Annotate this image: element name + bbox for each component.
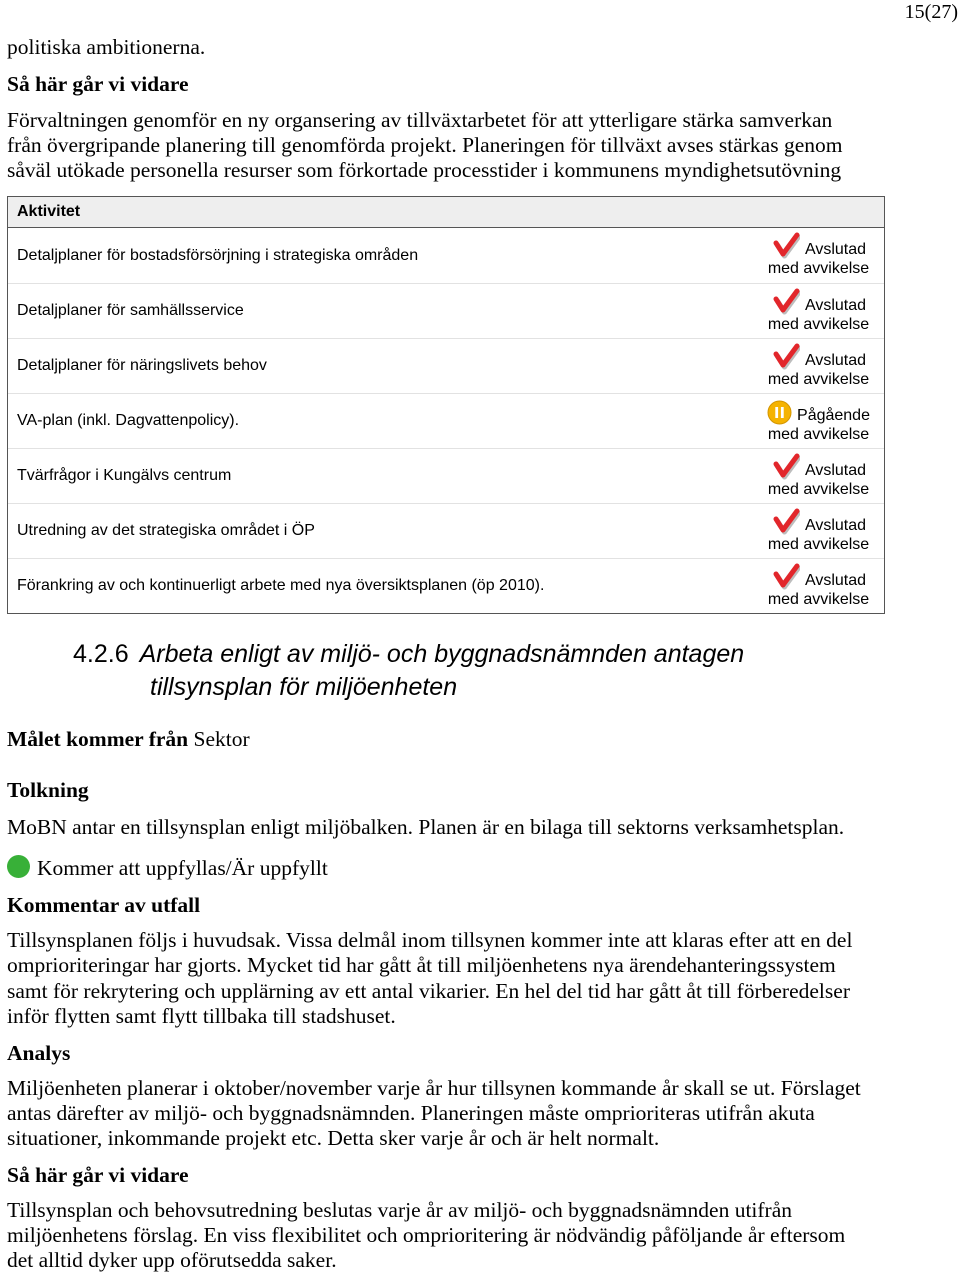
- page-number: 15(27): [904, 1, 958, 23]
- status-note: med avvikelse: [767, 370, 870, 388]
- activity-cell: Utredning av det strategiska området i ÖP: [17, 522, 315, 539]
- status-line: [753, 233, 884, 259]
- paragraph-line: miljöenhetens förslag. En viss flexibilitet och omprioritering är nödvändig påföljande år eftersom: [7, 1223, 846, 1247]
- status-line: [753, 564, 884, 590]
- status-label: Pågående: [797, 406, 870, 424]
- status-note: med avvikelse: [767, 535, 870, 553]
- completed-check-icon: [771, 288, 800, 315]
- status-cell: [753, 449, 884, 503]
- goal-origin: [7, 727, 250, 752]
- table-row: [8, 558, 884, 613]
- activity-cell: Detaljplaner för bostadsförsörjning i strategiska områden: [17, 246, 419, 264]
- status-cell: [753, 504, 884, 558]
- paragraph-line: såväl utökade personella resurser som förkortade processtider i kommunens myndighetsutövning: [7, 158, 842, 182]
- status-line: [753, 344, 884, 370]
- analysis-paragraph: [7, 1076, 861, 1151]
- table-row: [8, 503, 884, 558]
- table-row: [8, 338, 884, 393]
- paragraph-line: antas därefter av miljö- och byggnadsnämnden. Planeringen måste omprioriteras utifrån akuta: [7, 1101, 815, 1125]
- intro-line: politiska ambitionerna.: [7, 35, 206, 59]
- analysis-heading: Analys: [7, 1041, 71, 1065]
- activity-cell: Detaljplaner för samhällsservice: [17, 302, 244, 319]
- completed-check-icon: [771, 508, 800, 535]
- activity-cell: Tvärfrågor i Kungälvs centrum: [17, 467, 232, 484]
- goal-heading-line-2: tillsynsplan för miljöenheten: [150, 673, 458, 701]
- section-heading-next-steps: Så här går vi vidare: [7, 72, 189, 96]
- goal-number: 4.2.6: [73, 640, 129, 668]
- status-note: med avvikelse: [767, 480, 870, 498]
- completed-check-icon: [771, 343, 800, 370]
- goal-heading-line-1: [73, 638, 744, 671]
- activity-cell: Förankring av och kontinuerligt arbete med nya översiktsplanen (öp 2010).: [17, 577, 545, 594]
- status-line: [753, 454, 884, 480]
- status-label: Avslutad: [804, 571, 867, 589]
- goal-origin-value: Sektor: [193, 727, 250, 751]
- table-header-activity: Aktivitet: [8, 197, 884, 228]
- paragraph-growth: [7, 108, 842, 183]
- goal-origin-label: Målet kommer från: [7, 727, 189, 751]
- next-steps-paragraph: [7, 1198, 845, 1273]
- paragraph-line: Förvaltningen genomför en ny organsering av tillväxtarbetet för att ytterligare stärka samverkan: [7, 108, 833, 132]
- paragraph-line: omprioriteringar har gjorts. Mycket tid har gått åt till miljöenhetens nya ärendehanteringssystem: [7, 953, 836, 978]
- status-cell: [753, 339, 884, 393]
- table-body: [8, 228, 884, 613]
- status-cell: [753, 228, 884, 283]
- completed-check-icon: [771, 232, 800, 259]
- table-row: [8, 228, 884, 283]
- paragraph-line: Tillsynsplanen följs i huvudsak. Vissa delmål inom tillsynen kommer inte att klaras efter att en del: [7, 928, 853, 952]
- paragraph-line: samt för rekrytering och upplärning av ett antal vikarier. En hel del tid har gått åt till förberedelser: [7, 978, 850, 1003]
- comment-heading: Kommentar av utfall: [7, 893, 201, 917]
- completed-check-icon: [771, 563, 800, 590]
- status-line: [753, 509, 884, 535]
- fulfilled-green-circle-icon: [7, 855, 30, 878]
- table-row: [8, 283, 884, 338]
- paragraph-line: från övergripande planering till genomförda projekt. Planeringen för tillväxt avses stärkas genom: [7, 133, 843, 157]
- interpretation-heading: Tolkning: [7, 778, 89, 802]
- goal-title: Arbeta enligt av miljö- och byggnadsnämnden antagen: [139, 640, 745, 668]
- status-line: [753, 399, 884, 425]
- status-cell: [753, 394, 884, 448]
- goal-status-text: Kommer att uppfyllas/Är uppfyllt: [37, 856, 328, 880]
- activity-cell: VA-plan (inkl. Dagvattenpolicy).: [17, 412, 240, 429]
- status-line: [753, 289, 884, 315]
- status-cell: [753, 559, 884, 613]
- completed-check-icon: [771, 453, 800, 480]
- status-cell: [753, 284, 884, 338]
- status-label: Avslutad: [804, 241, 867, 258]
- next-steps-heading: Så här går vi vidare: [7, 1163, 189, 1187]
- paragraph-line: inför flytten samt flytt tillbaka till stadshuset.: [7, 1003, 396, 1028]
- table-row: [8, 393, 884, 448]
- interpretation-text: MoBN antar en tillsynsplan enligt miljöbalken. Planen är en bilaga till sektorns verksamhetsplan.: [7, 815, 845, 839]
- status-note: med avvikelse: [767, 425, 870, 443]
- status-label: Avslutad: [804, 351, 867, 369]
- paragraph-line: situationer, inkommande projekt etc. Detta sker varje år och är helt normalt.: [7, 1126, 660, 1150]
- status-note: med avvikelse: [767, 260, 870, 277]
- status-note: med avvikelse: [767, 315, 870, 333]
- paragraph-line: Tillsynsplan och behovsutredning beslutas varje år av miljö- och byggnadsnämnden utifrån: [7, 1198, 793, 1222]
- paragraph-line: Miljöenheten planerar i oktober/november varje år hur tillsynen kommande år skall se ut. Förslaget: [7, 1076, 861, 1100]
- status-label: Avslutad: [804, 296, 867, 314]
- activity-table: [7, 196, 885, 614]
- status-label: Avslutad: [804, 516, 867, 534]
- status-note: med avvikelse: [767, 590, 870, 608]
- table-row: [8, 448, 884, 503]
- status-label: Avslutad: [804, 461, 867, 479]
- comment-paragraph: [7, 928, 852, 1029]
- activity-cell: Detaljplaner för näringslivets behov: [17, 357, 267, 374]
- in-progress-pause-icon: [767, 400, 792, 425]
- paragraph-line: det alltid dyker upp oförutsedda saker.: [7, 1248, 337, 1272]
